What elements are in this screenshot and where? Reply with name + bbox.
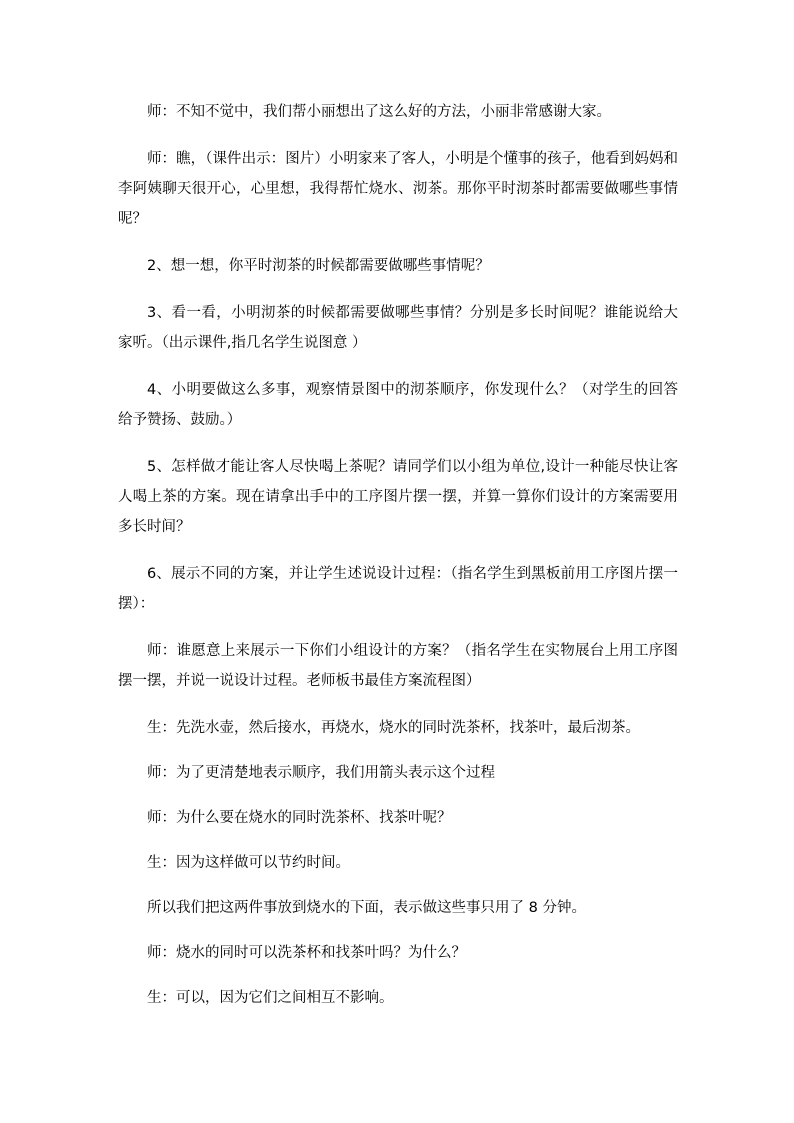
paragraph: 师：为了更清楚地表示顺序，我们用箭头表示这个过程 [147,765,495,781]
paragraph: 2、想一想，你平时沏茶的时候都需要做哪些事情呢？ [147,258,490,274]
paragraph: 6、展示不同的方案，并让学生述说设计过程：（指名学生到黑板前用工序图片摆一摆）： [118,566,678,612]
paragraph: 师：不知不觉中，我们帮小丽想出了这么好的方法，小丽非常感谢大家。 [147,104,611,120]
paragraph: 师：瞧，（课件出示：图片）小明家来了客人，小明是个懂事的孩子，他看到妈妈和李阿姨聊天很开心，心里想，我得帮忙烧水、沏茶。那你平时沏茶时都需要做哪些事情呢？ [118,151,678,227]
paragraph: 生：先洗水壶，然后接水，再烧水，烧水的同时洗茶杯，找茶叶，最后沏茶。 [147,720,640,736]
paragraph: 生：因为这样做可以节约时间。 [147,855,350,871]
paragraph: 师：烧水的同时可以洗茶杯和找茶叶吗？为什么？ [147,945,466,961]
paragraph: 生：可以，因为它们之间相互不影响。 [147,990,394,1006]
paragraph: 5、怎样做才能让客人尽快喝上茶呢？请同学们以小组为单位,设计一种能尽快让客人喝上茶的方案。现在请拿出手中的工序图片摆一摆，并算一算你们设计的方案需要用多长时间？ [118,459,678,535]
paragraph: 所以我们把这两件事放到烧水的下面，表示做这些事只用了 8 分钟。 [147,900,586,916]
paragraph: 3、看一看，小明沏茶的时候都需要做哪些事情？分别是多长时间呢？谁能说给大家听。（出示课件,指几名学生说图意 ） [118,305,678,351]
paragraph: 师：为什么要在烧水的同时洗茶杯、找茶叶呢？ [147,810,452,826]
paragraph: 4、小明要做这么多事，观察情景图中的沏茶顺序，你发现什么？（对学生的回答给予赞扬、鼓励。） [118,382,678,428]
document-body [118,97,678,1028]
paragraph: 师：谁愿意上来展示一下你们小组设计的方案？（指名学生在实物展台上用工序图摆一摆，并说一说设计过程。老师板书最佳方案流程图） [118,643,678,689]
